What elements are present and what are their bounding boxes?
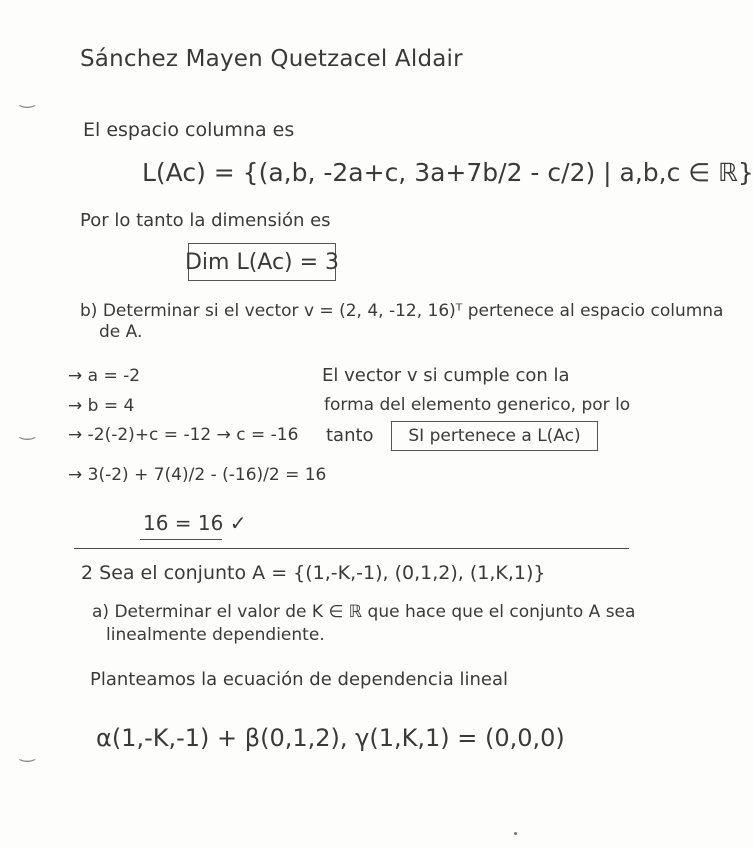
problem2-question-line2: linealmente dependiente. bbox=[106, 625, 325, 645]
step-a: → a = -2 bbox=[68, 366, 141, 386]
section-divider bbox=[74, 548, 629, 549]
problem2-equation: α(1,-K,-1) + β(0,1,2), γ(1,K,1) = (0,0,0) bbox=[96, 724, 565, 752]
conclusion-box: SI pertenece a L(Ac) bbox=[391, 421, 598, 451]
column-space-set: L(Ac) = {(a,b, -2a+c, 3a+7b/2 - c/2) | a,b,c ∈ ℝ} bbox=[142, 158, 754, 187]
verified-underline bbox=[140, 539, 222, 540]
margin-mark: ‿ bbox=[20, 742, 35, 763]
step-b: → b = 4 bbox=[68, 396, 135, 416]
author-name: Sánchez Mayen Quetzacel Aldair bbox=[80, 46, 463, 72]
question-b-line2: de A. bbox=[99, 322, 143, 342]
column-space-intro: El espacio columna es bbox=[83, 119, 295, 141]
margin-mark: ‿ bbox=[20, 420, 35, 441]
scan-speck bbox=[514, 832, 517, 835]
dimension-result-box: Dim L(Ac) = 3 bbox=[188, 243, 336, 281]
question-b-line1: b) Determinar si el vector v = (2, 4, -12, 16)ᵀ pertenece al espacio columna bbox=[80, 301, 724, 321]
step-verified: 16 = 16 ✓ bbox=[143, 511, 247, 535]
problem2-question-line1: a) Determinar el valor de K ∈ ℝ que hace que el conjunto A sea bbox=[92, 602, 636, 622]
problem2-statement: Planteamos la ecuación de dependencia lineal bbox=[90, 669, 509, 690]
conclusion-line3: tanto bbox=[326, 425, 374, 446]
dimension-intro: Por lo tanto la dimensión es bbox=[80, 210, 331, 231]
step-check: → 3(-2) + 7(4)/2 - (-16)/2 = 16 bbox=[68, 465, 327, 485]
problem2-title: 2 Sea el conjunto A = {(1,-K,-1), (0,1,2), (1,K,1)} bbox=[81, 562, 546, 584]
conclusion-line1: El vector v si cumple con la bbox=[322, 365, 570, 386]
margin-mark: ‿ bbox=[20, 88, 35, 109]
step-c: → -2(-2)+c = -12 → c = -16 bbox=[68, 425, 299, 445]
conclusion-line2: forma del elemento generico, por lo bbox=[324, 395, 631, 415]
